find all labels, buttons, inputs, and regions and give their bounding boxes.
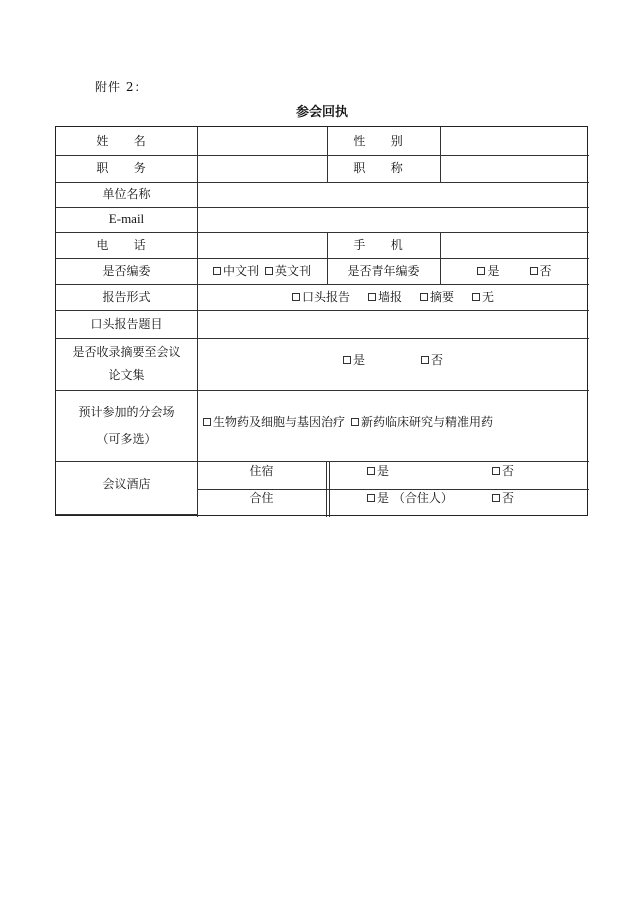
professional-title-label: 职 称 [353, 161, 414, 176]
attachment-label: 附件 2： [95, 80, 148, 94]
checkbox-icon [477, 267, 485, 275]
hotel-share-label: 合住 [249, 490, 274, 505]
report-poster-checkbox[interactable]: 墙报 [368, 286, 402, 309]
gender-label: 性 别 [353, 133, 414, 148]
checkbox-icon [472, 293, 480, 301]
abstract-label-line1: 是否收录摘要至会议 [72, 345, 181, 360]
editorial-cn-checkbox[interactable]: 中文刊 [213, 260, 259, 283]
registration-form [55, 126, 588, 516]
form-title: 参会回执 [295, 105, 348, 120]
email-field[interactable] [197, 207, 589, 232]
name-label: 姓 名 [96, 133, 157, 148]
phone-label: 电 话 [96, 237, 157, 252]
hotel-label: 会议酒店 [102, 476, 151, 491]
checkbox-icon [351, 418, 359, 426]
checkbox-icon [203, 418, 211, 426]
report-form-label: 报告形式 [102, 289, 151, 304]
checkbox-icon [492, 467, 500, 475]
oral-title-label: 口头报告题目 [90, 316, 163, 331]
abstract-label-line2: 论文集 [108, 368, 145, 382]
checkbox-icon [530, 267, 538, 275]
report-none-checkbox[interactable]: 无 [472, 286, 494, 309]
report-oral-checkbox[interactable]: 口头报告 [292, 286, 350, 309]
checkbox-icon [292, 293, 300, 301]
report-abstract-checkbox[interactable]: 摘要 [420, 286, 454, 309]
hotel-stay-label: 住宿 [249, 463, 274, 478]
checkbox-icon [492, 494, 500, 502]
session-clinical-checkbox[interactable]: 新药临床研究与精准用药 [351, 411, 493, 434]
name-field[interactable] [197, 127, 327, 155]
unit-label: 单位名称 [102, 187, 151, 202]
professional-title-field[interactable] [440, 155, 589, 182]
checkbox-icon [213, 267, 221, 275]
youth-yes-checkbox[interactable]: 是 [477, 260, 499, 283]
gender-field[interactable] [440, 127, 589, 155]
oral-title-field[interactable] [197, 310, 589, 338]
phone-field[interactable] [197, 232, 327, 258]
abstract-yes-checkbox[interactable]: 是 [343, 349, 365, 372]
editorial-en-checkbox[interactable]: 英文刊 [265, 260, 311, 283]
checkbox-icon [368, 293, 376, 301]
hotel-stay-no-checkbox[interactable]: 否 [492, 460, 514, 483]
checkbox-icon [420, 293, 428, 301]
mobile-field[interactable] [440, 232, 589, 258]
checkbox-icon [367, 467, 375, 475]
sessions-label-line2: （可多选） [96, 431, 157, 446]
editorial-label: 是否编委 [102, 263, 151, 278]
checkbox-icon [421, 356, 429, 364]
position-label: 职 务 [96, 161, 157, 176]
hotel-stay-yes-checkbox[interactable]: 是 [367, 460, 389, 483]
checkbox-icon [367, 494, 375, 502]
session-biologics-checkbox[interactable]: 生物药及细胞与基因治疗 [203, 411, 345, 434]
checkbox-icon [265, 267, 273, 275]
sessions-label-line1: 预计参加的分会场 [78, 405, 175, 420]
youth-no-checkbox[interactable]: 否 [530, 260, 552, 283]
abstract-no-checkbox[interactable]: 否 [421, 349, 443, 372]
unit-field[interactable] [197, 182, 589, 207]
hotel-share-no-checkbox[interactable]: 否 [492, 487, 514, 510]
youth-editorial-label: 是否青年编委 [347, 263, 420, 278]
mobile-label: 手 机 [353, 237, 414, 252]
hotel-share-yes-checkbox[interactable]: 是 （合住人） [367, 487, 453, 510]
email-label: E-mail [108, 211, 145, 227]
position-field[interactable] [197, 155, 327, 182]
checkbox-icon [343, 356, 351, 364]
